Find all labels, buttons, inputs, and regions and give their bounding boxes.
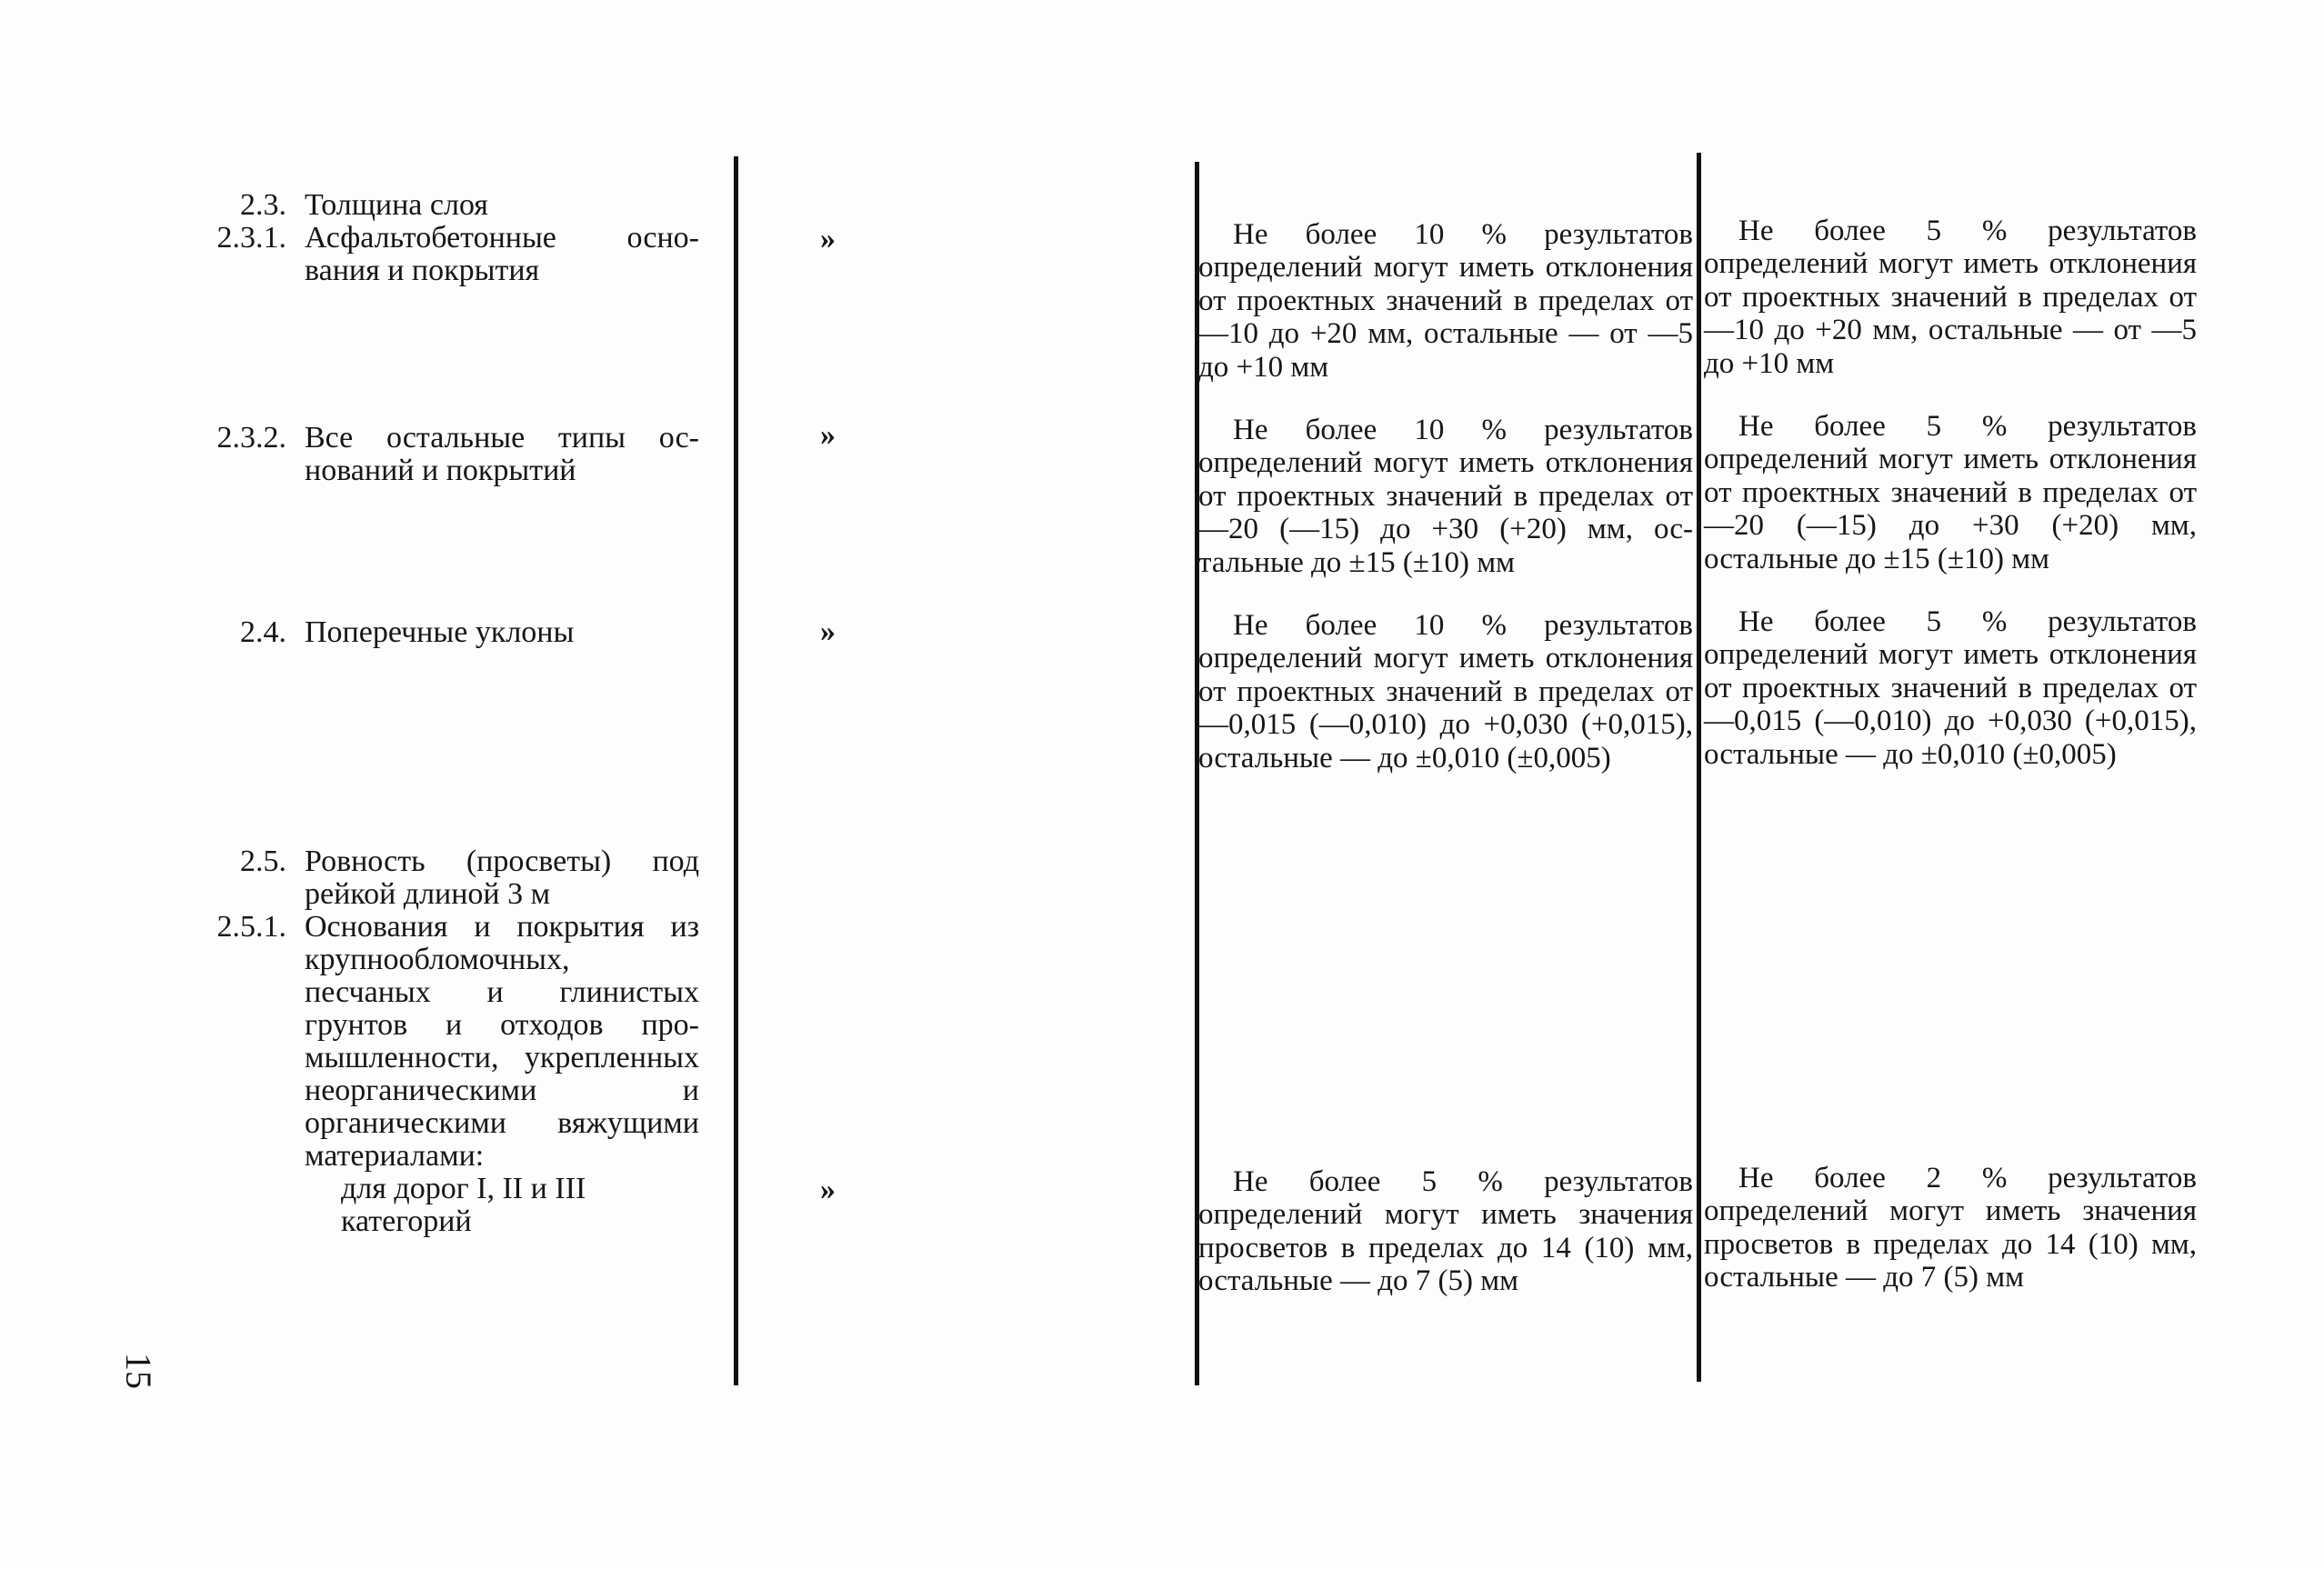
requirement-a-2-3-2 (1198, 414, 1693, 579)
requirement-text: Не более 10 % результатов определений могут иметь отклонения от проектных значений в пределах от —20 (—15) до +30 (+20) мм, остальные до ±15 (±10) мм (1198, 414, 1693, 579)
requirement-text: Не более 5 % результатов определений могут иметь отклонения от проектных значений в пределах от —0,015 (—0,010) до +0,030 (+0,015), остальные — до ±0,010 (±0,005) (1704, 605, 2197, 771)
requirement-text: Не более 2 % результатов определений могут иметь значения просветов в пределах до 14 (10) мм, остальные — до 7 (5) мм (1704, 1162, 2197, 1294)
page-number: 15 (118, 1353, 159, 1389)
item-number: 2.4. (240, 615, 286, 649)
requirement-text: Не более 5 % результатов определений могут иметь отклонения от проектных значений в пределах от —10 до +20 мм, остальные — от —5 до +10 мм (1704, 215, 2197, 380)
item-name: Толщина слоя (305, 188, 488, 222)
item-name: Асфальтобетонные основания и покрытия (305, 221, 699, 287)
requirement-a-2-4 (1198, 609, 1693, 775)
item-sub-roads-category: для дорог I, II и III категорий (341, 1172, 586, 1238)
ditto-mark: » (820, 418, 836, 452)
requirement-text: Не более 10 % результатов определений могут иметь отклонения от проектных значений в пределах от —0,015 (—0,010) до +0,030 (+0,015), остальные — до ±0,010 (±0,005) (1198, 609, 1693, 775)
item-name: Поперечные уклоны (305, 615, 575, 649)
ditto-mark: » (820, 615, 836, 648)
ditto-mark: » (820, 222, 836, 255)
item-number: 2.5.1. (216, 910, 286, 944)
requirement-text: Не более 5 % результатов определений могут иметь значения просветов в пределах до 14 (10) мм, остальные — до 7 (5) мм (1198, 1165, 1693, 1298)
item-name: Основания и покрытия из крупнообломочных, песчаных и глинистых грунтов и отходов промышленности, укрепленных неорганическими и органическими вяжущими материалами: (305, 910, 699, 1173)
item-number: 2.5. (240, 844, 286, 878)
requirement-b-2-3-2 (1704, 410, 2197, 575)
column-rule-left (734, 156, 738, 1385)
requirement-b-2-3-1 (1704, 215, 2197, 380)
ditto-mark: » (820, 1173, 836, 1206)
item-name: Ровность (просветы) под рейкой длиной 3 м (305, 844, 699, 911)
requirement-a-2-5-1 (1198, 1165, 1693, 1298)
requirement-b-2-5-1 (1704, 1162, 2197, 1294)
item-number: 2.3.1. (216, 221, 286, 255)
column-rule-right (1697, 153, 1701, 1382)
item-number: 2.3. (240, 188, 286, 222)
requirement-b-2-4 (1704, 605, 2197, 771)
item-number: 2.3.2. (216, 421, 286, 455)
requirement-text: Не более 10 % результатов определений могут иметь отклонения от проектных значений в пределах от —10 до +20 мм, остальные — от —5 до +10 мм (1198, 218, 1693, 384)
requirement-a-2-3-1 (1198, 218, 1693, 384)
item-name: Все остальные типы оснований и покрытий (305, 421, 699, 487)
requirement-text: Не более 5 % результатов определений могут иметь отклонения от проектных значений в пределах от —20 (—15) до +30 (+20) мм, остальные до ±15 (±10) мм (1704, 410, 2197, 575)
